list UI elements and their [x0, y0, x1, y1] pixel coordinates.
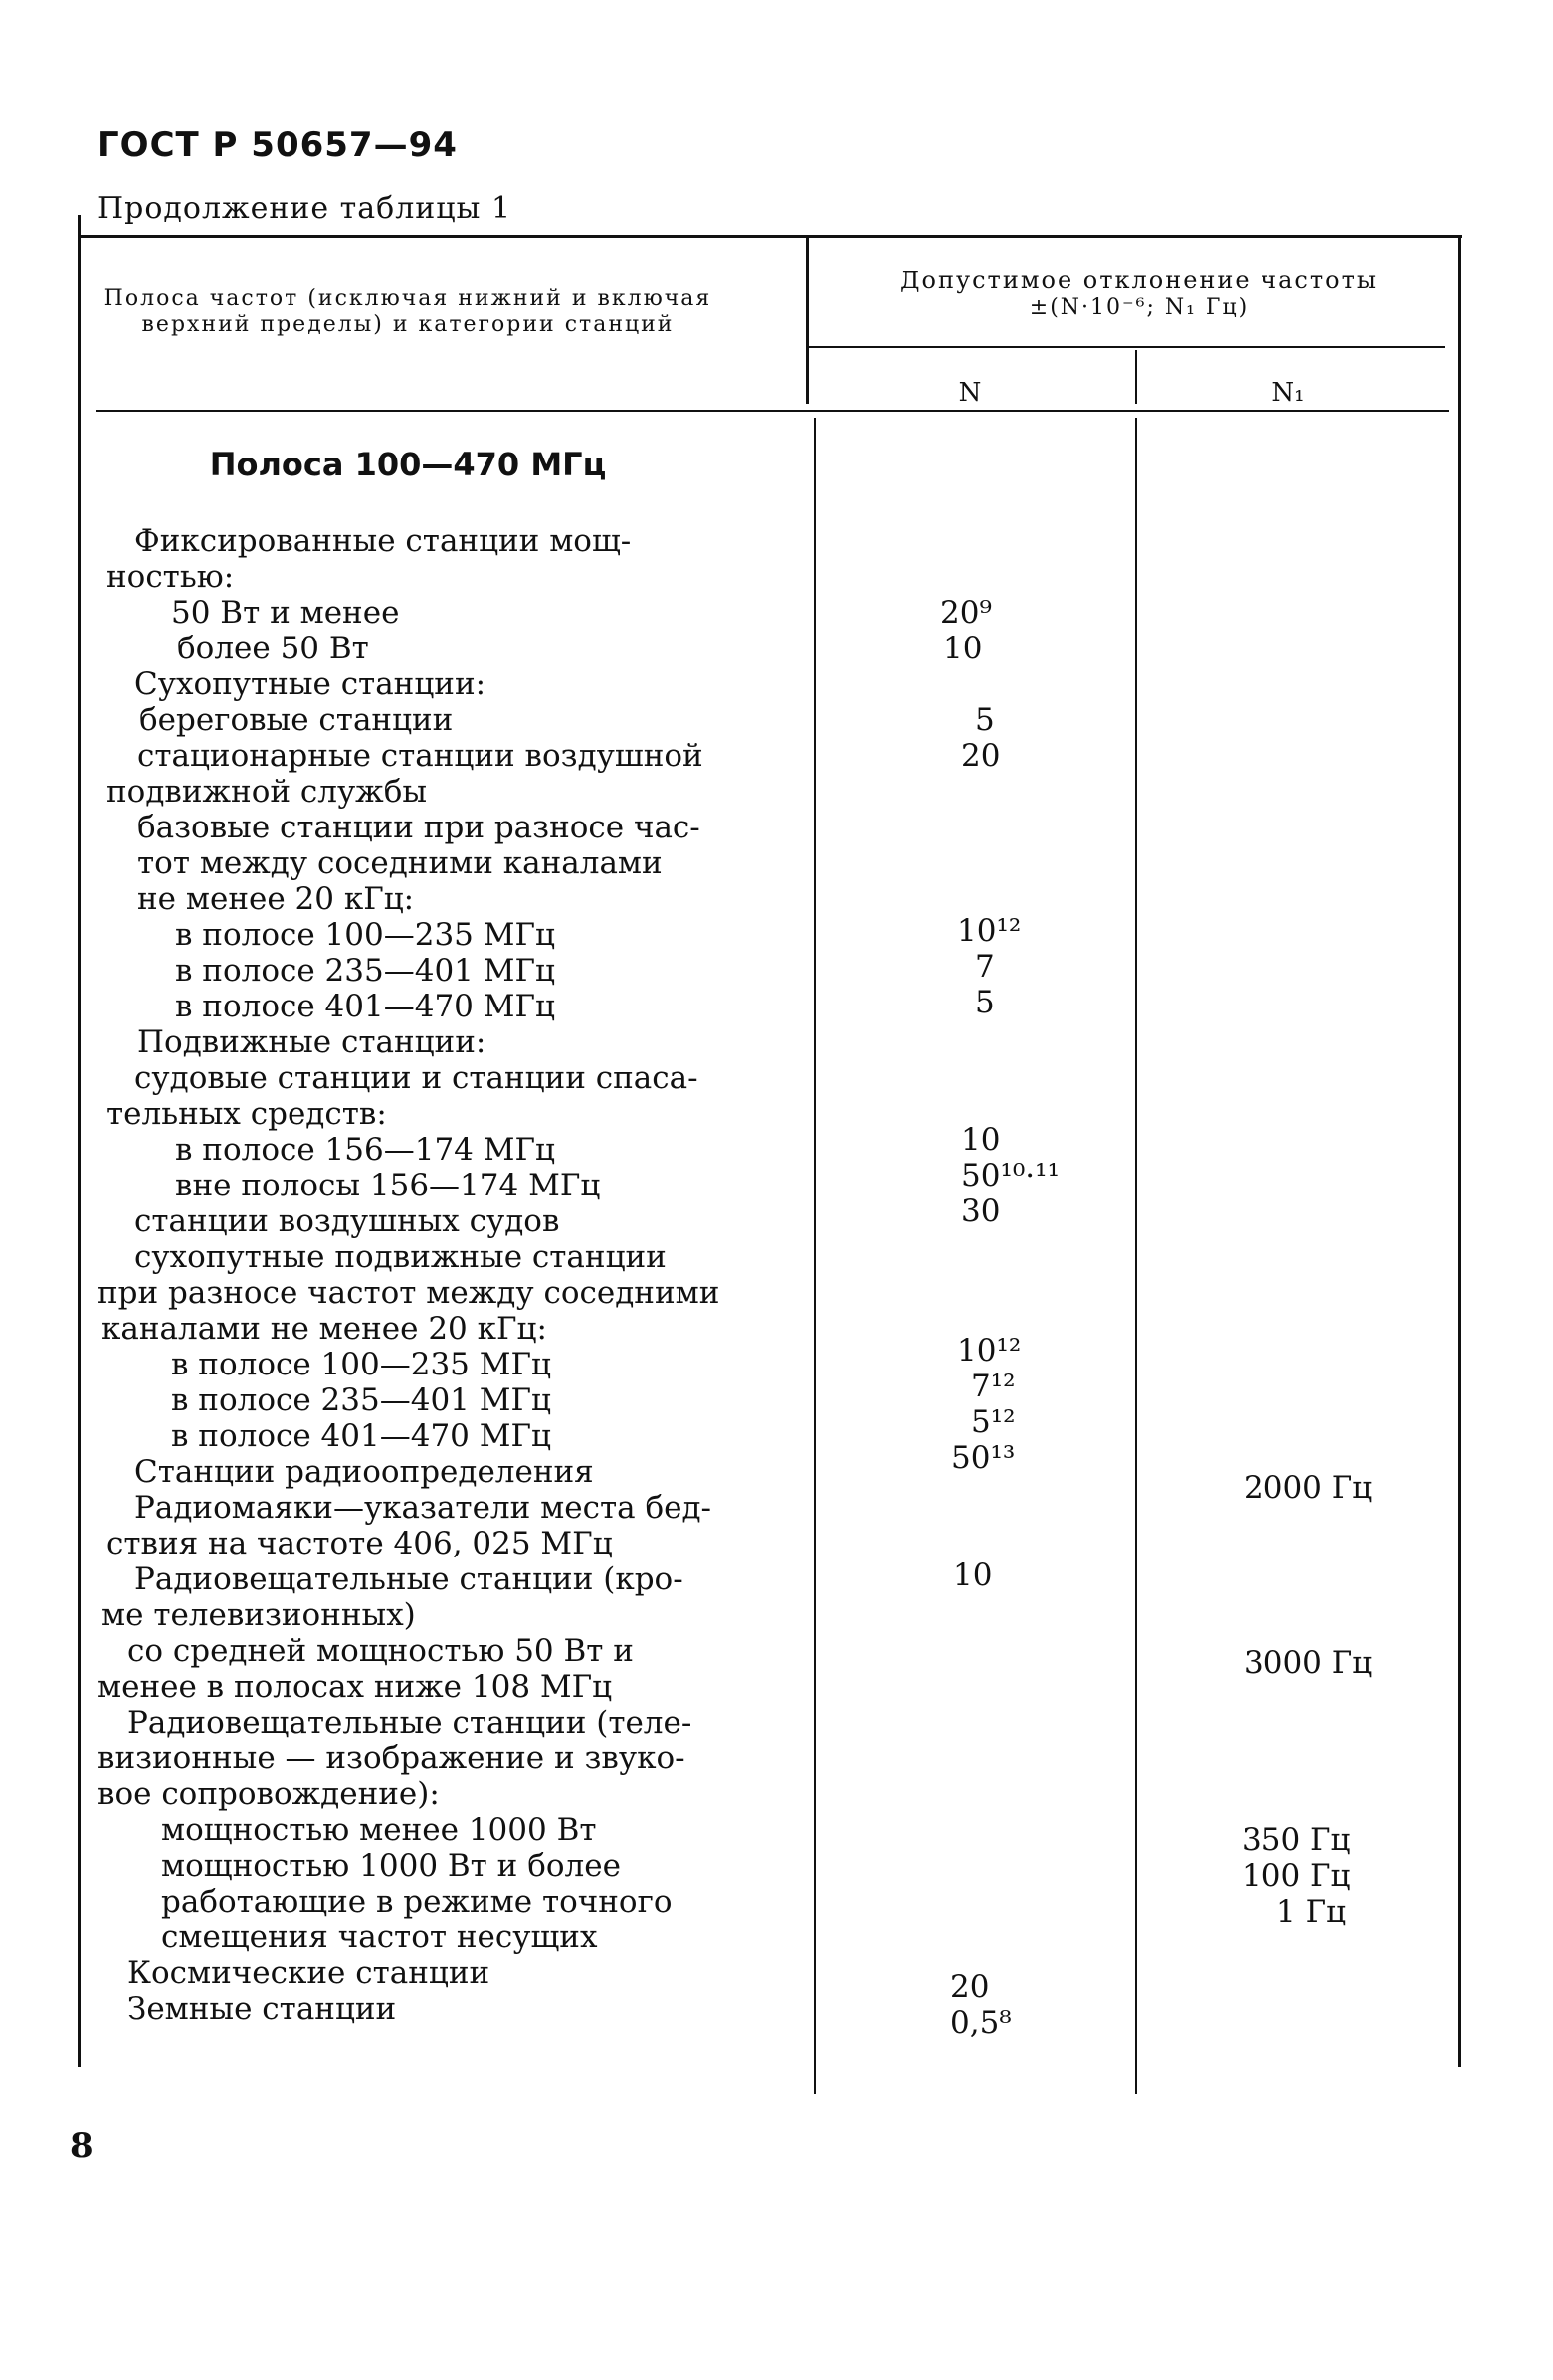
n1-value: 100 Гц — [1242, 1858, 1351, 1894]
n1-column-header: N₁ — [1271, 378, 1305, 408]
deviation-formula: ±(N·10⁻⁶; N₁ Гц) — [1029, 295, 1250, 320]
n-value: 7¹² — [971, 1369, 1016, 1404]
table-row: ствия на частоте 406, 025 МГц — [106, 1526, 613, 1561]
table-row: Земные станции — [127, 1991, 397, 2027]
deviation-column-header — [826, 267, 1453, 322]
table-row: мощностью 1000 Вт и более — [161, 1848, 621, 1884]
table-row: Радиовещательные станции (теле- — [127, 1705, 692, 1740]
n-value: 30 — [961, 1193, 1001, 1229]
n-value: 50¹⁰·¹¹ — [961, 1158, 1061, 1193]
table-row: Радиомаяки—указатели места бед- — [134, 1490, 712, 1526]
table-row: Фиксированные станции мощ- — [134, 523, 632, 559]
table-top-rule — [78, 235, 1462, 238]
table-row: в полосе 100—235 МГц — [171, 1347, 551, 1382]
band-column-header: Полоса частот (исключая нижний и включая верхний пределы) и категории станций — [103, 286, 712, 337]
table-left-border — [78, 215, 81, 2067]
n1-value: 2000 Гц — [1244, 1470, 1373, 1506]
header-divider-vertical — [806, 235, 809, 404]
table-row: каналами не менее 20 кГц: — [101, 1311, 547, 1347]
table-row: станции воздушных судов — [134, 1203, 560, 1239]
table-row: ностью: — [106, 559, 235, 595]
n-value: 5 — [975, 985, 995, 1020]
n-value: 5¹² — [971, 1404, 1016, 1440]
table-row: тот между соседними каналами — [137, 845, 663, 881]
table-row: береговые станции — [139, 702, 454, 738]
table-row: со средней мощностью 50 Вт и — [127, 1633, 634, 1669]
table-row: Станции радиоопределения — [134, 1454, 594, 1490]
n1-value: 350 Гц — [1242, 1822, 1351, 1858]
table-row: визионные — изображение и звуко- — [97, 1740, 685, 1776]
body-divider-left — [814, 418, 816, 2094]
table-row: менее в полосах ниже 108 МГц — [97, 1669, 613, 1705]
n-value: 20 — [950, 1969, 990, 2005]
table-row: Сухопутные станции: — [134, 666, 486, 702]
document-title: ГОСТ Р 50657—94 — [97, 125, 458, 165]
table-row: смещения частот несущих — [161, 1920, 598, 1955]
table-row: Космические станции — [127, 1955, 490, 1991]
n-value: 20 — [961, 738, 1001, 774]
table-row: не менее 20 кГц: — [137, 881, 415, 917]
table-row: в полосе 100—235 МГц — [175, 917, 555, 953]
table-row: мощностью менее 1000 Вт — [161, 1812, 597, 1848]
table-right-border — [1458, 235, 1461, 2067]
table-row: в полосе 401—470 МГц — [175, 989, 555, 1024]
n-value: 10 — [953, 1557, 993, 1593]
table-row: при разносе частот между соседними — [97, 1275, 720, 1311]
table-row: ме телевизионных) — [101, 1597, 416, 1633]
n-value: 10 — [943, 631, 983, 666]
table-row: сухопутные подвижные станции — [134, 1239, 667, 1275]
n-value: 5 — [975, 702, 995, 738]
table-row: базовые станции при разносе час- — [137, 810, 700, 845]
table-row: работающие в режиме точного — [161, 1884, 673, 1920]
table-row: судовые станции и станции спаса- — [134, 1060, 698, 1096]
n-value: 10¹² — [957, 913, 1022, 949]
subcolumn-divider — [1135, 350, 1137, 404]
table-row: тельных средств: — [106, 1096, 387, 1132]
body-divider-right — [1135, 418, 1137, 2094]
n-value: 20⁹ — [940, 595, 992, 631]
table-row: 50 Вт и менее — [171, 595, 400, 631]
table-row: в полосе 156—174 МГц — [175, 1132, 555, 1168]
table-row: в полосе 401—470 МГц — [171, 1418, 551, 1454]
table-row: Радиовещательные станции (кро- — [134, 1561, 683, 1597]
table-row: Подвижные станции: — [137, 1024, 486, 1060]
table-row: в полосе 235—401 МГц — [171, 1382, 551, 1418]
n-value: 7 — [975, 949, 995, 985]
table-row: вне полосы 156—174 МГц — [175, 1168, 601, 1203]
table-row: стационарные станции воздушной — [137, 738, 703, 774]
band-heading: Полоса 100—470 МГц — [209, 446, 607, 483]
n-column-header: N — [958, 378, 982, 408]
n-value: 10 — [961, 1122, 1001, 1158]
n1-value: 3000 Гц — [1244, 1645, 1373, 1681]
n-value: 0,5⁸ — [950, 2005, 1012, 2041]
table-row: вое сопровождение): — [97, 1776, 440, 1812]
n1-value: 1 Гц — [1276, 1894, 1347, 1929]
deviation-subheader-rule — [808, 346, 1445, 348]
deviation-title: Допустимое отклонение частоты — [900, 267, 1378, 294]
header-bottom-rule — [96, 410, 1449, 412]
table-row: подвижной службы — [106, 774, 428, 810]
table-continuation-label: Продолжение таблицы 1 — [97, 191, 512, 226]
page-number: 8 — [70, 2126, 94, 2166]
n-value: 10¹² — [957, 1333, 1022, 1369]
table-row: в полосе 235—401 МГц — [175, 953, 555, 989]
table-row: более 50 Вт — [177, 631, 369, 666]
n-value: 50¹³ — [951, 1440, 1016, 1476]
